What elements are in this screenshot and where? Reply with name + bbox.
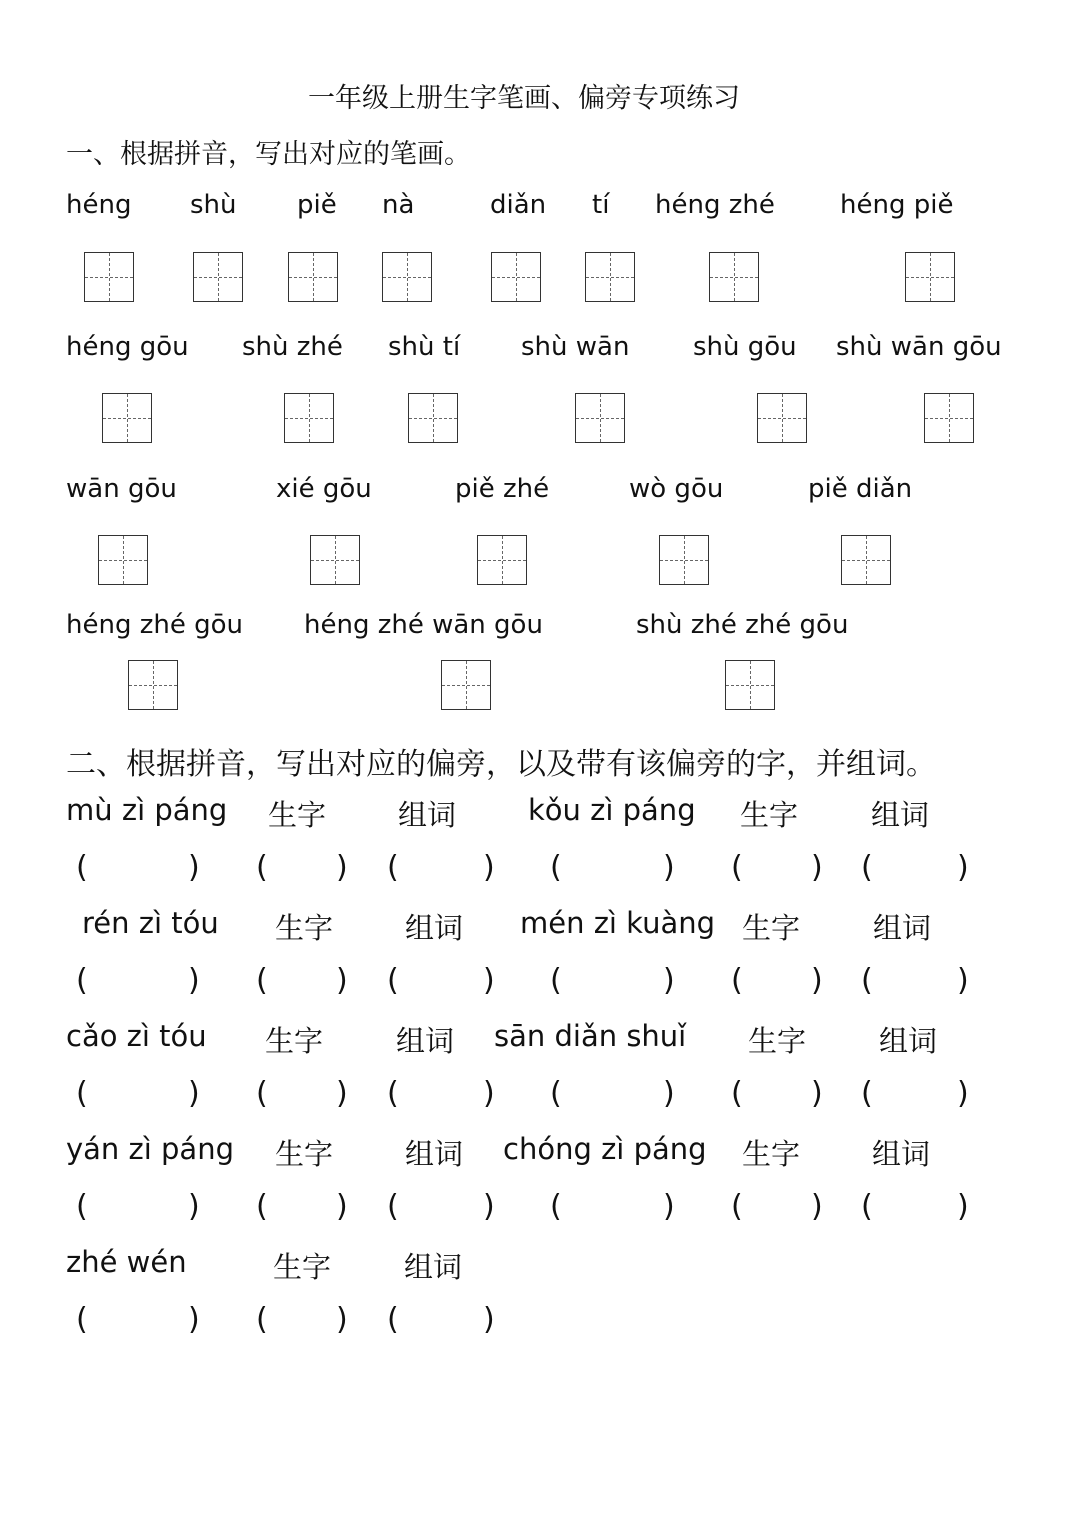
paren-open: ( (731, 850, 743, 885)
paren-close: ) (483, 1076, 495, 1111)
paren-close: ) (483, 850, 495, 885)
writing-box[interactable] (288, 252, 338, 302)
paren-open: ( (861, 1189, 873, 1224)
writing-box[interactable] (408, 393, 458, 443)
paren-open: ( (731, 963, 743, 998)
stroke-pinyin: wān gōu (66, 474, 177, 504)
paren-open: ( (387, 850, 399, 885)
paren-close: ) (483, 1302, 495, 1337)
writing-box[interactable] (84, 252, 134, 302)
radical-pinyin: zhé wén (66, 1245, 187, 1279)
label-word: 组词 (879, 1024, 938, 1058)
label-word: 组词 (404, 1250, 463, 1284)
writing-box[interactable] (491, 252, 541, 302)
paren-open: ( (256, 1189, 268, 1224)
paren-close: ) (663, 1189, 675, 1224)
paren-close: ) (336, 963, 348, 998)
stroke-pinyin: nà (382, 190, 415, 220)
section2-heading: 二、根据拼音，写出对应的偏旁，以及带有该偏旁的字，并组词。 (66, 747, 936, 782)
paren-open: ( (76, 850, 88, 885)
label-new-char: 生字 (273, 1250, 332, 1284)
paren-close: ) (957, 1189, 969, 1224)
paren-close: ) (336, 850, 348, 885)
stroke-pinyin: piě (297, 190, 337, 220)
stroke-pinyin: héng zhé gōu (66, 610, 243, 640)
writing-box[interactable] (382, 252, 432, 302)
radical-pinyin: rén zì tóu (82, 906, 219, 940)
paren-close: ) (663, 963, 675, 998)
writing-box[interactable] (284, 393, 334, 443)
label-word: 组词 (872, 1137, 931, 1171)
radical-pinyin: mén zì kuàng (520, 906, 716, 940)
label-word: 组词 (871, 798, 930, 832)
label-new-char: 生字 (265, 1024, 324, 1058)
label-word: 组词 (398, 798, 457, 832)
paren-close: ) (811, 963, 823, 998)
radical-pinyin: mù zì páng (66, 793, 228, 827)
paren-close: ) (957, 963, 969, 998)
radical-pinyin: chóng zì páng (503, 1132, 707, 1166)
writing-box[interactable] (477, 535, 527, 585)
page-title: 一年级上册生字笔画、偏旁专项练习 (308, 83, 740, 114)
paren-close: ) (663, 1076, 675, 1111)
paren-close: ) (811, 1076, 823, 1111)
stroke-pinyin: shù gōu (693, 332, 797, 362)
stroke-pinyin: xié gōu (276, 474, 372, 504)
writing-box[interactable] (98, 535, 148, 585)
paren-open: ( (76, 1189, 88, 1224)
paren-close: ) (663, 850, 675, 885)
paren-close: ) (483, 1189, 495, 1224)
writing-box[interactable] (924, 393, 974, 443)
radical-pinyin: yán zì páng (66, 1132, 234, 1166)
writing-box[interactable] (441, 660, 491, 710)
writing-box[interactable] (905, 252, 955, 302)
label-new-char: 生字 (740, 798, 799, 832)
stroke-pinyin: héng gōu (66, 332, 189, 362)
paren-open: ( (731, 1076, 743, 1111)
paren-open: ( (731, 1189, 743, 1224)
paren-open: ( (861, 1076, 873, 1111)
paren-close: ) (188, 963, 200, 998)
section1-heading: 一、根据拼音，写出对应的笔画。 (66, 139, 471, 170)
writing-box[interactable] (102, 393, 152, 443)
paren-close: ) (957, 1076, 969, 1111)
stroke-pinyin: diǎn (490, 190, 547, 220)
paren-open: ( (861, 850, 873, 885)
paren-open: ( (387, 963, 399, 998)
stroke-pinyin: héng (66, 190, 132, 220)
radical-pinyin: sān diǎn shuǐ (494, 1019, 687, 1053)
label-new-char: 生字 (275, 911, 334, 945)
paren-open: ( (76, 963, 88, 998)
paren-open: ( (256, 963, 268, 998)
writing-box[interactable] (841, 535, 891, 585)
stroke-pinyin: shù zhé (242, 332, 343, 362)
writing-box[interactable] (128, 660, 178, 710)
stroke-pinyin: tí (592, 190, 610, 220)
radical-pinyin: kǒu zì páng (528, 793, 696, 827)
writing-box[interactable] (725, 660, 775, 710)
writing-box[interactable] (193, 252, 243, 302)
label-new-char: 生字 (748, 1024, 807, 1058)
paren-close: ) (957, 850, 969, 885)
stroke-pinyin: shù tí (388, 332, 461, 362)
paren-close: ) (336, 1189, 348, 1224)
stroke-pinyin: héng piě (840, 190, 954, 220)
label-word: 组词 (396, 1024, 455, 1058)
paren-close: ) (336, 1076, 348, 1111)
paren-close: ) (188, 1076, 200, 1111)
paren-close: ) (188, 1302, 200, 1337)
stroke-pinyin: wò gōu (629, 474, 724, 504)
stroke-pinyin: shù wān (521, 332, 630, 362)
radical-pinyin: cǎo zì tóu (66, 1019, 207, 1053)
paren-open: ( (550, 963, 562, 998)
writing-box[interactable] (659, 535, 709, 585)
writing-box[interactable] (575, 393, 625, 443)
stroke-pinyin: shù wān gōu (836, 332, 1002, 362)
paren-close: ) (483, 963, 495, 998)
stroke-pinyin: héng zhé (655, 190, 775, 220)
paren-open: ( (256, 1302, 268, 1337)
label-word: 组词 (405, 1137, 464, 1171)
paren-open: ( (861, 963, 873, 998)
label-new-char: 生字 (742, 911, 801, 945)
stroke-pinyin: piě zhé (455, 474, 550, 504)
paren-close: ) (811, 850, 823, 885)
label-new-char: 生字 (742, 1137, 801, 1171)
paren-open: ( (387, 1189, 399, 1224)
paren-close: ) (188, 850, 200, 885)
label-new-char: 生字 (268, 798, 327, 832)
writing-box[interactable] (310, 535, 360, 585)
stroke-pinyin: piě diǎn (808, 474, 913, 504)
writing-box[interactable] (709, 252, 759, 302)
paren-open: ( (550, 850, 562, 885)
paren-open: ( (387, 1302, 399, 1337)
paren-open: ( (550, 1189, 562, 1224)
paren-open: ( (256, 1076, 268, 1111)
stroke-pinyin: shù (190, 190, 237, 220)
paren-close: ) (336, 1302, 348, 1337)
stroke-pinyin: shù zhé zhé gōu (636, 610, 849, 640)
paren-open: ( (76, 1302, 88, 1337)
paren-open: ( (550, 1076, 562, 1111)
label-word: 组词 (873, 911, 932, 945)
writing-box[interactable] (757, 393, 807, 443)
writing-box[interactable] (585, 252, 635, 302)
paren-open: ( (387, 1076, 399, 1111)
paren-close: ) (188, 1189, 200, 1224)
label-word: 组词 (405, 911, 464, 945)
paren-close: ) (811, 1189, 823, 1224)
paren-open: ( (256, 850, 268, 885)
stroke-pinyin: héng zhé wān gōu (304, 610, 543, 640)
paren-open: ( (76, 1076, 88, 1111)
label-new-char: 生字 (275, 1137, 334, 1171)
